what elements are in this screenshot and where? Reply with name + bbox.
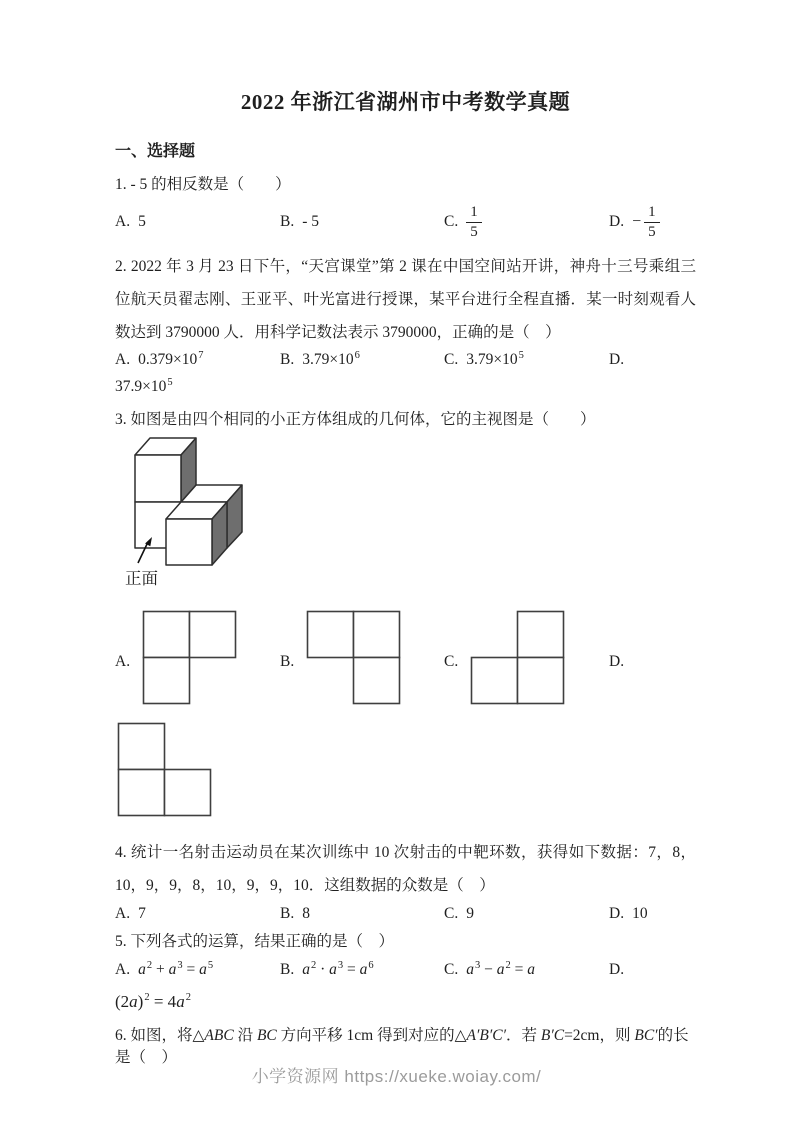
view-shape-svg [117, 722, 213, 818]
option-value: 10 [632, 905, 648, 922]
option-label: C. [444, 351, 459, 368]
option-label: A. [115, 905, 131, 922]
q1-option-b [280, 211, 444, 233]
q3-shape-c [470, 610, 566, 713]
q3-shape-a [142, 610, 238, 713]
q1-stem: 1. - 5 的相反数是（ ） [115, 176, 291, 193]
q3-option-c [444, 610, 609, 713]
option-value: $0.379\times 10^7$ [138, 349, 204, 368]
q5-option-a [115, 959, 280, 981]
q3-option-b [280, 610, 444, 713]
q4-option-b [280, 903, 444, 925]
fraction-denominator: 5 [648, 223, 656, 240]
option-label: B. [280, 213, 295, 230]
fraction [466, 204, 482, 241]
fraction-numerator: 1 [644, 204, 660, 223]
q1-options [115, 198, 696, 246]
option-label: C. [444, 905, 459, 922]
front-label: 正面 [125, 569, 158, 587]
q4-option-a [115, 903, 280, 925]
option-label: A. [115, 652, 131, 670]
view-shape-svg [142, 610, 238, 706]
option-formula: $a^2 + a^3 = a^5$ [138, 959, 214, 978]
q4-option-c [444, 903, 609, 925]
q4-stem: 4. 统计一名射击运动员在某次训练中 10 次射击的中靶环数，获得如下数据：7，8，10，9，9，8，10，9，9，10．这组数据的众数是（ ） [115, 844, 696, 894]
option-value: $3.79\times 10^6$ [302, 349, 360, 368]
option-label: C. [444, 213, 459, 230]
option-value: $3.79\times 10^5$ [466, 349, 524, 368]
q2-options [115, 349, 696, 371]
q3-shape-b [306, 610, 402, 713]
q5-stem: 5. 下列各式的运算，结果正确的是（ ） [115, 933, 395, 950]
page-content [115, 0, 696, 1069]
q3-stem: 3. 如图是由四个相同的小正方体组成的几何体，它的主视图是（ ） [115, 411, 596, 428]
q1-option-a [115, 211, 280, 233]
option-label: D. [609, 652, 625, 670]
q5-option-c [444, 959, 609, 981]
fraction-denominator: 5 [470, 223, 478, 240]
option-label: C. [444, 652, 459, 670]
fraction-numerator: 1 [466, 204, 482, 223]
option-formula: $a^3 - a^2 = a$ [466, 959, 535, 978]
q2-option-a [115, 349, 280, 371]
q5-option-b [280, 959, 444, 981]
option-label: B. [280, 652, 295, 670]
option-label: B. [280, 905, 295, 922]
option-label: A. [115, 961, 131, 978]
fraction [644, 204, 660, 241]
option-label: D. [609, 905, 625, 922]
q5-option-d-value: $(2a)^2 = 4a^2$ [115, 992, 191, 1011]
watermark-footer: 小学资源网 https://xueke.woiay.com/ [251, 1067, 542, 1086]
option-label: A. [115, 213, 131, 230]
option-value: 8 [302, 905, 310, 922]
q3-shape-d [117, 805, 213, 822]
page-title: 2022 年浙江省湖州市中考数学真题 [240, 90, 571, 114]
option-value: 7 [138, 905, 146, 922]
option-value: 9 [466, 905, 474, 922]
option-value: 5 [138, 213, 146, 230]
q1-option-d [609, 204, 696, 241]
q3-option-d [609, 651, 696, 673]
cube-top-left [135, 438, 196, 502]
option-label: B. [280, 961, 295, 978]
view-shape-svg [306, 610, 402, 706]
option-value: - 5 [302, 213, 320, 230]
cube-front-right [166, 502, 227, 565]
q3-option-a [115, 610, 280, 713]
option-label: A. [115, 351, 131, 368]
q2-option-d-value: $37.9\times 10^5$ [115, 376, 173, 395]
q3-option-d-shape [117, 722, 696, 823]
q2-option-d [609, 349, 696, 371]
q4-options [115, 903, 696, 925]
q5-option-d [609, 959, 696, 981]
q2-option-c [444, 349, 609, 371]
q6-stem: 6. 如图，将△ABC 沿 BC 方向平移 1cm 得到对应的△A′B′C′．若 B′C=2cm，则 BC′的长是（ ） [115, 1027, 689, 1066]
q5-options [115, 957, 696, 983]
minus-sign: − [632, 213, 642, 230]
q2-stem: 2. 2022 年 3 月 23 日下午，“天宫课堂”第 2 课在中国空间站开讲，神舟十三号乘组三位航天员翟志刚、王亚平、叶光富进行授课，某平台进行全程直播．某一时刻观看人数达到 3790000 人．用科学记数法表示 3790000，正确的是（ ） [115, 258, 696, 341]
option-label: D. [609, 961, 625, 978]
option-label: D. [609, 351, 625, 368]
view-shape-svg [470, 610, 566, 706]
option-formula: $a^2 \cdot a^3 = a^6$ [302, 959, 374, 978]
section-heading: 一、选择题 [115, 143, 196, 160]
option-label: B. [280, 351, 295, 368]
option-label: D. [609, 213, 625, 230]
q2-option-b [280, 349, 444, 371]
cube-figure [121, 435, 273, 587]
option-label: C. [444, 961, 459, 978]
q4-option-d [609, 903, 696, 925]
q1-option-c [444, 204, 609, 241]
q3-options-row [115, 610, 696, 713]
